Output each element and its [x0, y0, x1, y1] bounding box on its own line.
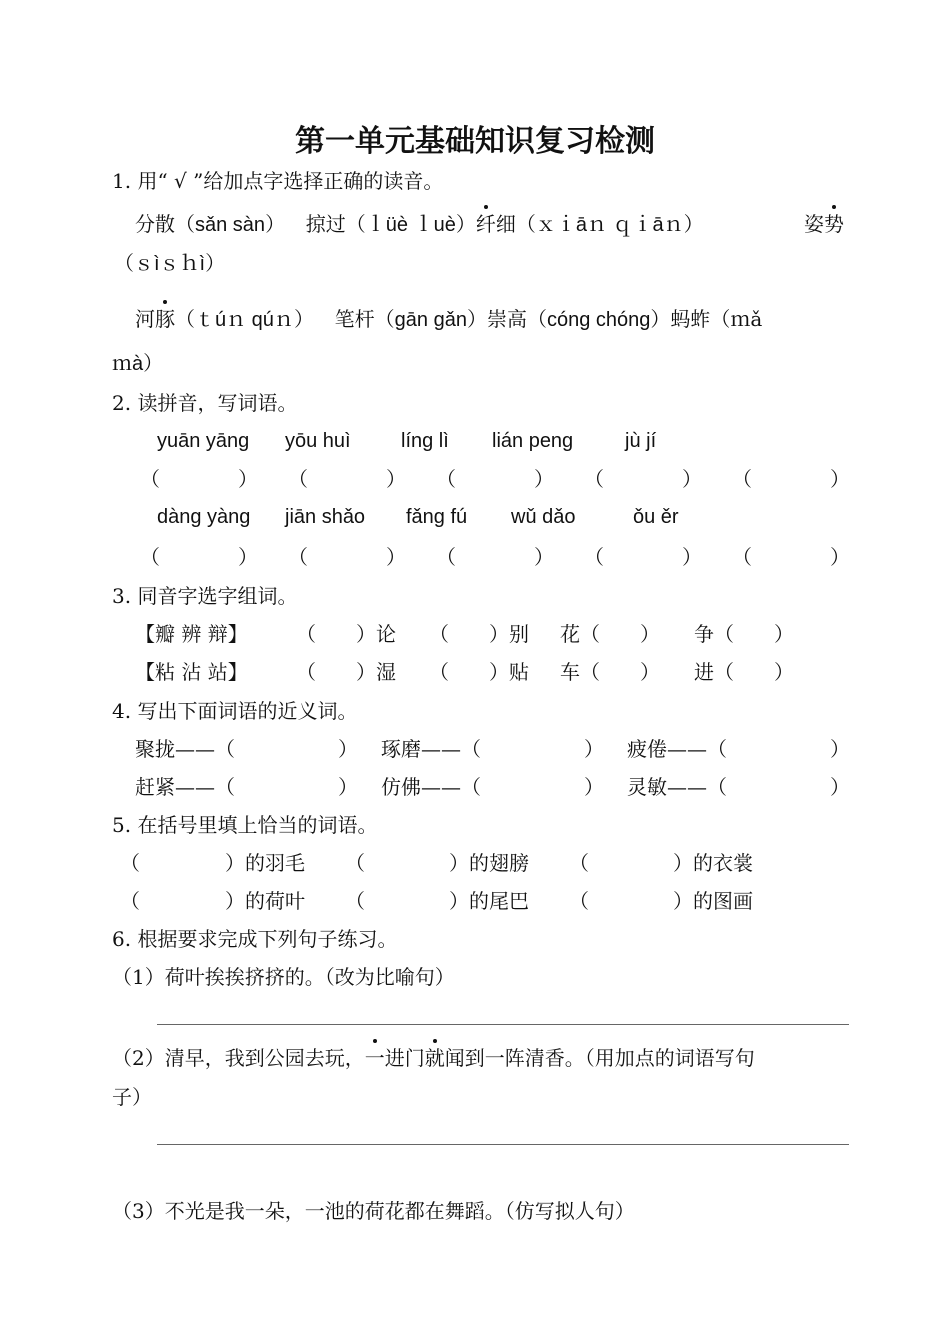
- fill-blank-close[interactable]: ）: [338, 737, 358, 761]
- question-2-heading: 2. 读拼音，写词语。: [112, 391, 298, 415]
- pinyin-item: jiān shǎo: [285, 506, 366, 528]
- phrase-item: ）的翅膀: [449, 851, 529, 875]
- phrase-item: ）的尾巴: [449, 889, 529, 913]
- fill-blank-close[interactable]: ）: [830, 775, 850, 799]
- pinyin-item: líng lì: [401, 430, 449, 452]
- fill-blank-open[interactable]: （: [120, 851, 140, 875]
- pinyin-item: dàng yàng: [157, 506, 251, 528]
- synonym-prompt: 仿佛——（: [381, 775, 481, 799]
- fill-blank-open[interactable]: （: [120, 889, 140, 913]
- char-group: 【瓣 辨 辩】: [135, 622, 248, 646]
- pinyin-item: yuān yāng: [157, 430, 250, 452]
- fill-blank[interactable]: （ ）别: [429, 622, 529, 646]
- question-3-heading: 3. 同音字选字组词。: [112, 584, 298, 608]
- pinyin-item: wǔ dǎo: [511, 506, 576, 528]
- question-1-heading: 1. 用“ √ ”给加点字选择正确的读音。: [112, 169, 444, 193]
- page-title: 第一单元基础知识复习检测: [295, 124, 655, 159]
- fill-blank[interactable]: 争（ ）: [694, 622, 794, 646]
- fill-blank[interactable]: 进（ ）: [694, 660, 794, 684]
- fill-blank-close[interactable]: ）: [584, 775, 604, 799]
- dotted-character: 豚: [155, 307, 175, 331]
- dotted-character: 势: [824, 212, 844, 236]
- answer-line[interactable]: [157, 1144, 849, 1145]
- synonym-prompt: 琢磨——（: [381, 737, 481, 761]
- question-1-row-2-cont: ｍà）: [112, 353, 164, 375]
- fill-blank-open[interactable]: （: [345, 889, 365, 913]
- fill-blank[interactable]: （ ）贴: [429, 660, 529, 684]
- question-6-heading: 6. 根据要求完成下列句子练习。: [112, 927, 398, 951]
- fill-blank-open[interactable]: （: [569, 889, 589, 913]
- question-1-row-1: 分散（sǎn sàn） 掠过（ｌüè ｌuè）纤细（ｘｉāｎ ｑｉāｎ）: [135, 212, 704, 236]
- sentence-2-cont: 子）: [112, 1085, 152, 1109]
- char-group: 【粘 沾 站】: [135, 660, 248, 684]
- question-1-row-1-end: 姿势: [804, 212, 844, 236]
- dotted-character: 纤: [475, 212, 496, 236]
- synonym-prompt: 疲倦——（: [627, 737, 727, 761]
- pinyin-item: ǒu ěr: [633, 506, 679, 528]
- phrase-item: ）的图画: [673, 889, 753, 913]
- question-1-row-2: 河豚（ｔúｎ qúｎ） 笔杆（gān gǎn）崇高（cóng chóng）蚂蚱（ｍǎ: [135, 307, 763, 331]
- sentence-1: （1）荷叶挨挨挤挤的。（改为比喻句）: [112, 965, 455, 989]
- answer-line[interactable]: [157, 1024, 849, 1025]
- question-5-heading: 5. 在括号里填上恰当的词语。: [112, 813, 378, 837]
- fill-blank[interactable]: 花（ ）: [560, 622, 660, 646]
- fill-blank[interactable]: （ ）湿: [296, 660, 396, 684]
- question-1-row-1-cont: （ｓìｓｈì）: [114, 253, 226, 275]
- synonym-prompt: 灵敏——（: [627, 775, 727, 799]
- pinyin-item: fǎng fú: [406, 506, 468, 528]
- pinyin-item: lián peng: [492, 430, 574, 452]
- fill-blank[interactable]: 车（ ）: [560, 660, 660, 684]
- phrase-item: ）的衣裳: [673, 851, 753, 875]
- phrase-item: ）的羽毛: [225, 851, 305, 875]
- fill-blank-open[interactable]: （: [569, 851, 589, 875]
- fill-blank[interactable]: （ ）论: [296, 622, 396, 646]
- fill-blank-close[interactable]: ）: [584, 737, 604, 761]
- synonym-prompt: 聚拢——（: [135, 737, 235, 761]
- sentence-3: （3）不光是我一朵，一池的荷花都在舞蹈。（仿写拟人句）: [112, 1199, 635, 1223]
- dotted-character: 就: [424, 1046, 445, 1070]
- fill-blank-close[interactable]: ）: [830, 737, 850, 761]
- question-4-heading: 4. 写出下面词语的近义词。: [112, 699, 358, 723]
- fill-blank-open[interactable]: （: [345, 851, 365, 875]
- dotted-character: 一: [364, 1046, 385, 1070]
- fill-blank-close[interactable]: ）: [338, 775, 358, 799]
- sentence-2: （2）清早，我到公园去玩，一进门就闻到一阵清香。（用加点的词语写句: [112, 1046, 755, 1070]
- phrase-item: ）的荷叶: [225, 889, 305, 913]
- pinyin-item: jù jí: [625, 430, 657, 452]
- pinyin-item: yōu huì: [285, 430, 351, 452]
- synonym-prompt: 赶紧——（: [135, 775, 235, 799]
